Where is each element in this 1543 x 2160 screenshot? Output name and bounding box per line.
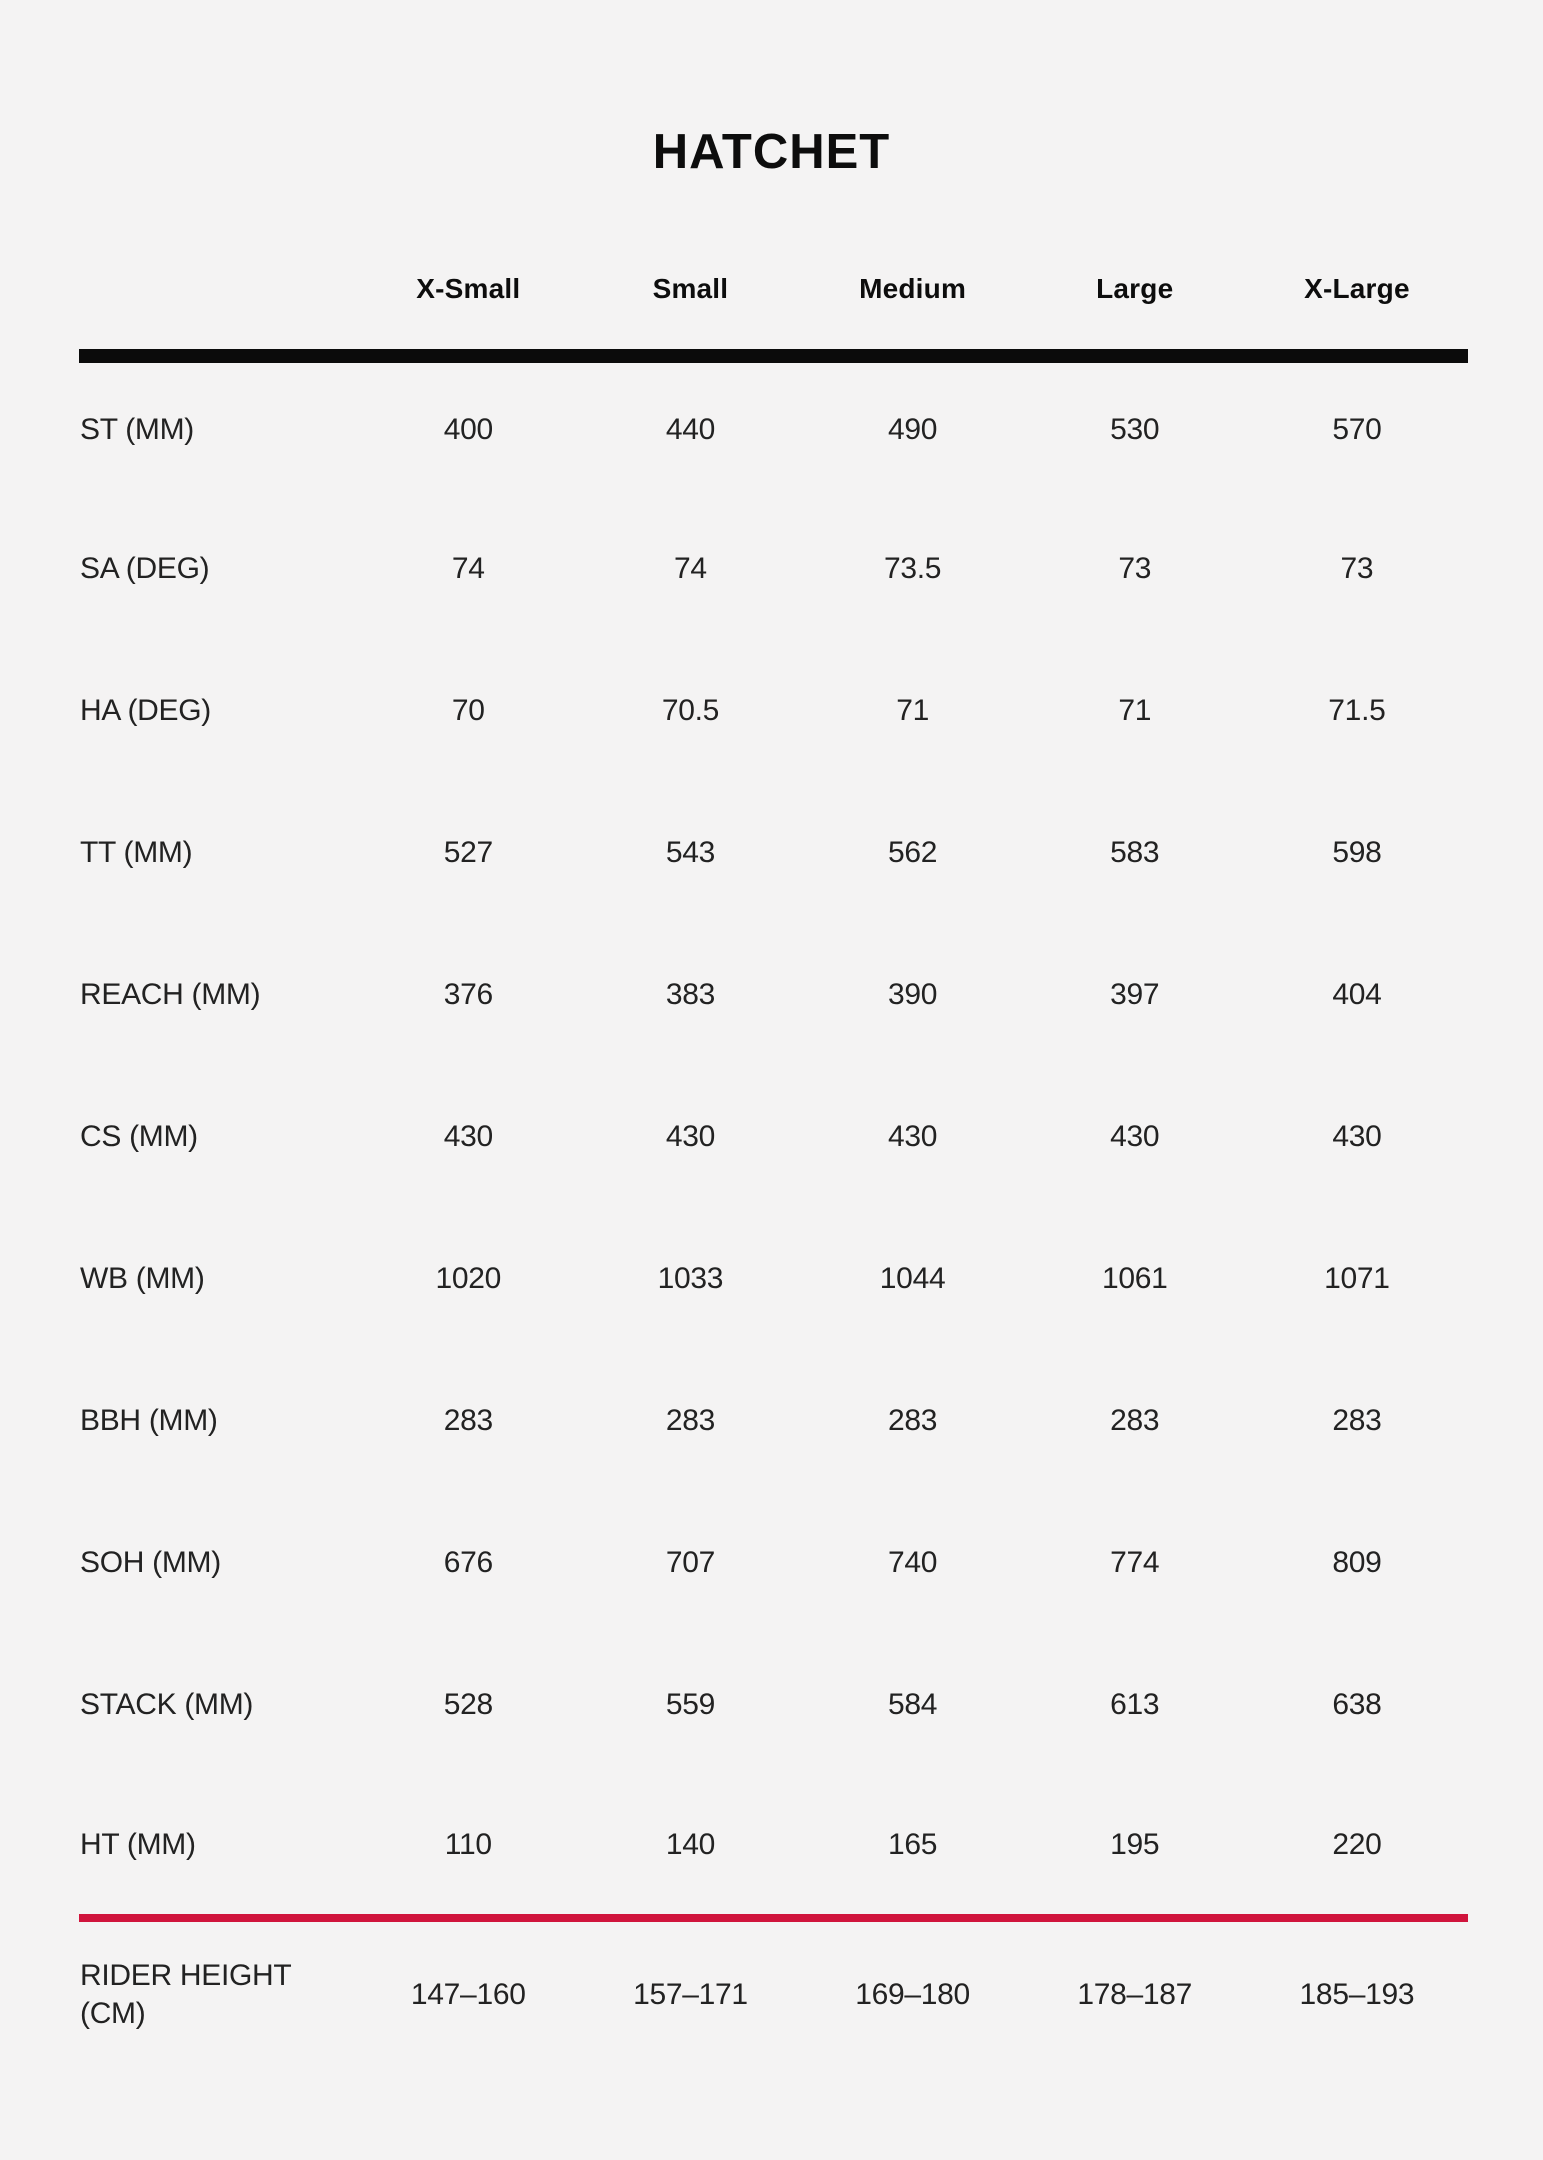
size-header-x-large: X-Large [1246,230,1468,356]
row-label: STACK (MM) [80,1687,254,1721]
spec-value: 527 [443,835,493,869]
spec-value: 676 [443,1545,493,1579]
row-label: WB (MM) [80,1261,205,1295]
spec-value: 559 [665,1687,715,1721]
spec-value: 528 [443,1687,493,1721]
spec-value: 147–160 [357,1918,579,2068]
spec-value: 583 [1110,835,1160,869]
spec-value: 562 [888,835,938,869]
page-title: HATCHET [652,125,891,179]
spec-value: 774 [1110,1545,1160,1579]
spec-value: 543 [665,835,715,869]
spec-value: 165 [888,1827,938,1861]
spec-value: 74 [451,551,485,585]
row-label [79,1918,357,2068]
spec-value: 400 [443,413,493,447]
geometry-table-body [79,356,1468,2068]
table-row-stack [79,1634,1468,1776]
spec-value: 430 [1110,1119,1160,1153]
table-row-sa [79,498,1468,640]
spec-value: 376 [443,977,493,1011]
spec-value: 71.5 [1328,693,1386,727]
row-label: HA (DEG) [80,693,211,727]
spec-value: 1061 [1101,1261,1168,1295]
spec-value: 613 [1110,1687,1160,1721]
spec-value: 490 [888,413,938,447]
spec-value: 185–193 [1246,1918,1468,2068]
spec-value: 809 [1332,1545,1382,1579]
table-row-rider-height [79,1918,1468,2068]
table-row-wb [79,1208,1468,1350]
spec-value: 440 [665,413,715,447]
spec-value: 140 [665,1827,715,1861]
spec-value: 73 [1118,551,1152,585]
row-label: CS (MM) [80,1119,198,1153]
table-row-st [79,356,1468,498]
size-header-medium: Medium [802,230,1024,356]
row-label: SOH (MM) [80,1545,221,1579]
row-label: BBH (MM) [80,1403,218,1437]
spec-value: 570 [1332,413,1382,447]
row-label: REACH (MM) [80,977,261,1011]
spec-value: 383 [665,977,715,1011]
spec-value: 74 [674,551,707,585]
spec-value: 404 [1332,977,1382,1011]
geometry-table [79,230,1468,2068]
table-row-bbh [79,1350,1468,1492]
row-label: ST (MM) [80,413,194,447]
spec-value: 430 [888,1119,938,1153]
spec-value: 1033 [657,1261,724,1295]
table-row-tt [79,782,1468,924]
row-label: HT (MM) [80,1827,196,1861]
row-label: TT (MM) [80,835,193,869]
spec-value: 283 [1332,1403,1382,1437]
table-row-reach [79,924,1468,1066]
spec-value: 584 [888,1687,938,1721]
table-row-cs [79,1066,1468,1208]
corner-cell [79,230,357,356]
spec-value: 178–187 [1024,1918,1246,2068]
size-header-x-small: X-Small [357,230,579,356]
spec-value: 220 [1332,1827,1382,1861]
table-row-ha [79,640,1468,782]
spec-value: 70 [451,693,485,727]
table-row-soh [79,1492,1468,1634]
spec-value: 397 [1110,977,1160,1011]
spec-value: 740 [888,1545,938,1579]
spec-value: 638 [1332,1687,1382,1721]
spec-value: 70.5 [661,693,720,727]
spec-value: 283 [665,1403,715,1437]
spec-value: 283 [443,1403,493,1437]
spec-value: 430 [1332,1119,1382,1153]
table-row-ht [79,1776,1468,1918]
spec-value: 707 [665,1545,715,1579]
spec-value: 71 [1118,693,1152,727]
spec-value: 283 [888,1403,938,1437]
spec-value: 110 [444,1827,492,1861]
size-header-large: Large [1024,230,1246,356]
spec-value: 390 [888,977,938,1011]
size-header-row [79,230,1468,356]
spec-value: 430 [665,1119,715,1153]
spec-value: 157–171 [579,1918,801,2068]
spec-value: 195 [1110,1827,1160,1861]
spec-value: 71 [896,693,929,727]
spec-value: 169–180 [802,1918,1024,2068]
size-header-small: Small [579,230,801,356]
spec-value: 283 [1110,1403,1160,1437]
row-label-text: RIDER HEIGHT (CM) [80,1959,291,2030]
spec-value: 530 [1110,413,1160,447]
spec-value: 1071 [1324,1261,1390,1295]
spec-value: 73 [1340,551,1374,585]
spec-value: 1020 [435,1261,502,1295]
spec-value: 430 [443,1119,493,1153]
spec-value: 73.5 [883,551,942,585]
spec-value: 598 [1332,835,1382,869]
row-label: SA (DEG) [80,551,210,585]
spec-value: 1044 [879,1261,946,1295]
